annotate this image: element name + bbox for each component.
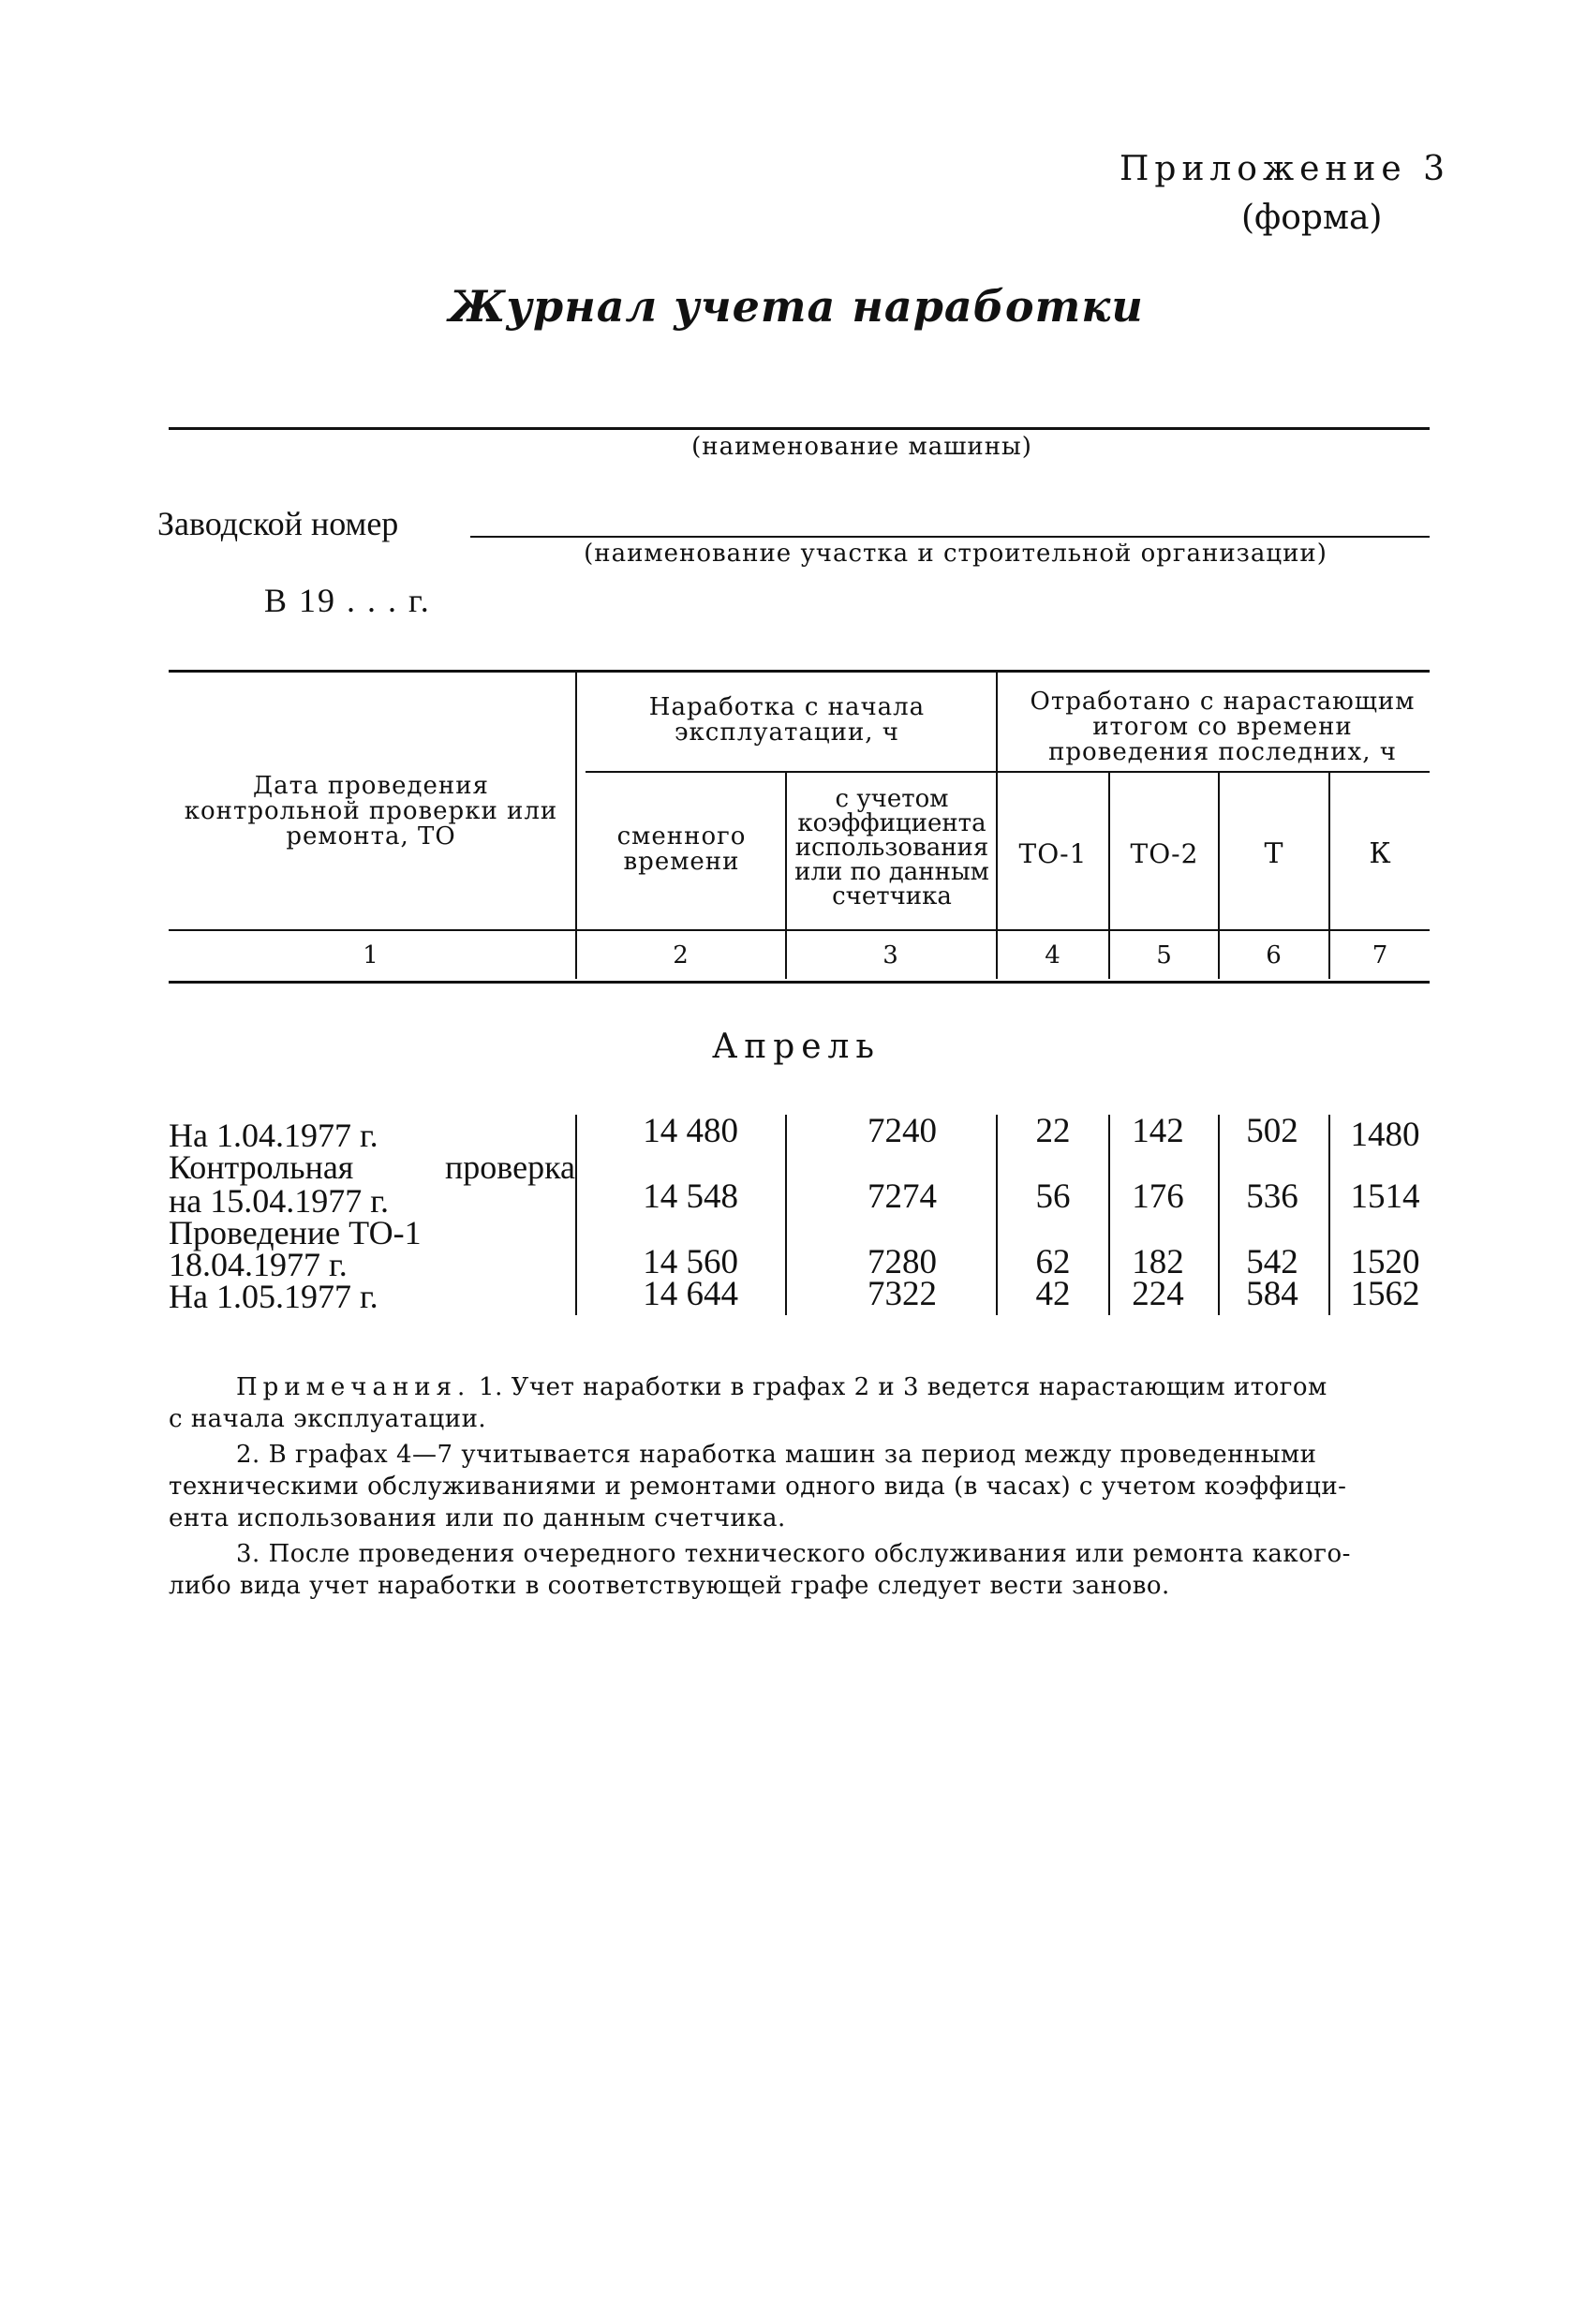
row-4-col4: 42 <box>1035 1275 1071 1313</box>
table-header-bottom-rule <box>169 929 1430 931</box>
col7-header: К <box>1369 837 1392 870</box>
row-3-col5: 182 <box>1132 1243 1184 1281</box>
row-2-label-line-1: Контрольная проверка <box>169 1148 575 1186</box>
row-2-col7: 1514 <box>1350 1177 1420 1216</box>
col-number-4: 4 <box>1045 941 1061 970</box>
table-numbers-bottom-rule <box>169 981 1430 984</box>
row-4-col3: 7322 <box>868 1275 937 1313</box>
vline-1 <box>575 673 577 979</box>
month-heading: Апрель <box>711 1028 882 1066</box>
col6-header: Т <box>1264 837 1284 870</box>
row-3-col7: 1520 <box>1350 1243 1420 1281</box>
note-1-line-2: с начала эксплуатации. <box>169 1405 487 1433</box>
note-2-line-3: ента использования или по данным счетчика. <box>169 1504 786 1532</box>
serial-number-line <box>470 536 1430 538</box>
row-4-col2: 14 644 <box>643 1275 738 1313</box>
appendix-label: Приложение 3 <box>1120 150 1451 188</box>
year-label: В 19 . . . г. <box>264 582 431 619</box>
col5-header: ТО-2 <box>1130 838 1199 869</box>
body-vline-4 <box>1108 1115 1110 1315</box>
vline-3 <box>996 673 998 979</box>
row-3-col6: 542 <box>1246 1243 1298 1281</box>
col1-header: Дата проведения контрольной проверки или ремонта, ТО <box>184 772 558 851</box>
col2-header: сменного времени <box>616 822 747 876</box>
vline-5 <box>1218 773 1220 979</box>
form-label: (форма) <box>1241 199 1383 237</box>
row-3-col2: 14 560 <box>643 1243 738 1281</box>
group-b-header: Отработано с нарастающим итогом со времени проведения последних, ч <box>1030 688 1416 766</box>
row-1-col4: 22 <box>1035 1112 1071 1150</box>
serial-number-label: Заводской номер <box>157 505 399 542</box>
col-number-1: 1 <box>363 941 379 970</box>
notes-prefix: Примечания. <box>236 1373 471 1401</box>
note-3-line-1: 3. После проведения очередного технического обслуживания или ремонта какого- <box>236 1540 1351 1568</box>
body-vline-5 <box>1218 1115 1220 1315</box>
row-1-col7: 1480 <box>1350 1116 1420 1154</box>
group-a-header: Наработка с начала эксплуатации, ч <box>648 693 926 747</box>
col4-header: ТО-1 <box>1018 838 1088 869</box>
note-2-line-2: техническими обслуживаниями и ремонтами одного вида (в часах) с учетом коэффици- <box>169 1473 1347 1501</box>
vline-6 <box>1328 773 1330 979</box>
note-2-line-1: 2. В графах 4—7 учитывается наработка машин за период между проведенными <box>236 1441 1317 1469</box>
row-3-col3: 7280 <box>868 1243 937 1281</box>
machine-name-line <box>169 427 1430 430</box>
row-3-col4: 62 <box>1035 1243 1071 1281</box>
row-4-label: На 1.05.1977 г. <box>169 1278 378 1315</box>
row-2-label-line-2: на 15.04.1977 г. <box>169 1182 389 1220</box>
row-1-col2: 14 480 <box>643 1112 738 1150</box>
row-2-col4: 56 <box>1035 1177 1071 1216</box>
row-1-col6: 502 <box>1246 1112 1298 1150</box>
note-1-text: 1. Учет наработки в графах 2 и 3 ведется нарастающим итогом <box>479 1373 1327 1401</box>
note-3-line-2: либо вида учет наработки в соответствующей графе следует вести заново. <box>169 1572 1170 1600</box>
body-vline-6 <box>1328 1115 1330 1315</box>
body-vline-2 <box>785 1115 787 1315</box>
col-number-2: 2 <box>673 941 690 970</box>
row-3-label-line-2: 18.04.1977 г. <box>169 1246 348 1283</box>
document-title: Журнал учета наработки <box>449 281 1144 332</box>
body-vline-1 <box>575 1115 577 1315</box>
col-number-5: 5 <box>1156 941 1173 970</box>
col-number-7: 7 <box>1372 941 1389 970</box>
row-2-col5: 176 <box>1132 1177 1184 1216</box>
row-4-col6: 584 <box>1246 1275 1298 1313</box>
row-1-col3: 7240 <box>868 1112 937 1150</box>
col3-header: с учетом коэффициента использования или по данным счетчика <box>794 785 989 910</box>
row-2-col6: 536 <box>1246 1177 1298 1216</box>
organization-caption: (наименование участка и строительной организации) <box>584 540 1327 568</box>
row-3-label-line-1: Проведение ТО-1 <box>169 1214 422 1251</box>
row-2-col2: 14 548 <box>643 1177 738 1216</box>
row-1-col5: 142 <box>1132 1112 1184 1150</box>
row-2-col3: 7274 <box>868 1177 937 1216</box>
machine-name-caption: (наименование машины) <box>691 433 1032 461</box>
col-number-6: 6 <box>1266 941 1283 970</box>
row-1-label: На 1.04.1977 г. <box>169 1117 378 1154</box>
row-4-col5: 224 <box>1132 1275 1184 1313</box>
body-vline-3 <box>996 1115 998 1315</box>
note-1-line-1 <box>236 1371 1431 1403</box>
vline-4 <box>1108 773 1110 979</box>
row-4-col7: 1562 <box>1350 1275 1420 1313</box>
table-top-rule <box>169 670 1430 673</box>
table-subheader-rule <box>586 771 1430 773</box>
col-number-3: 3 <box>882 941 899 970</box>
